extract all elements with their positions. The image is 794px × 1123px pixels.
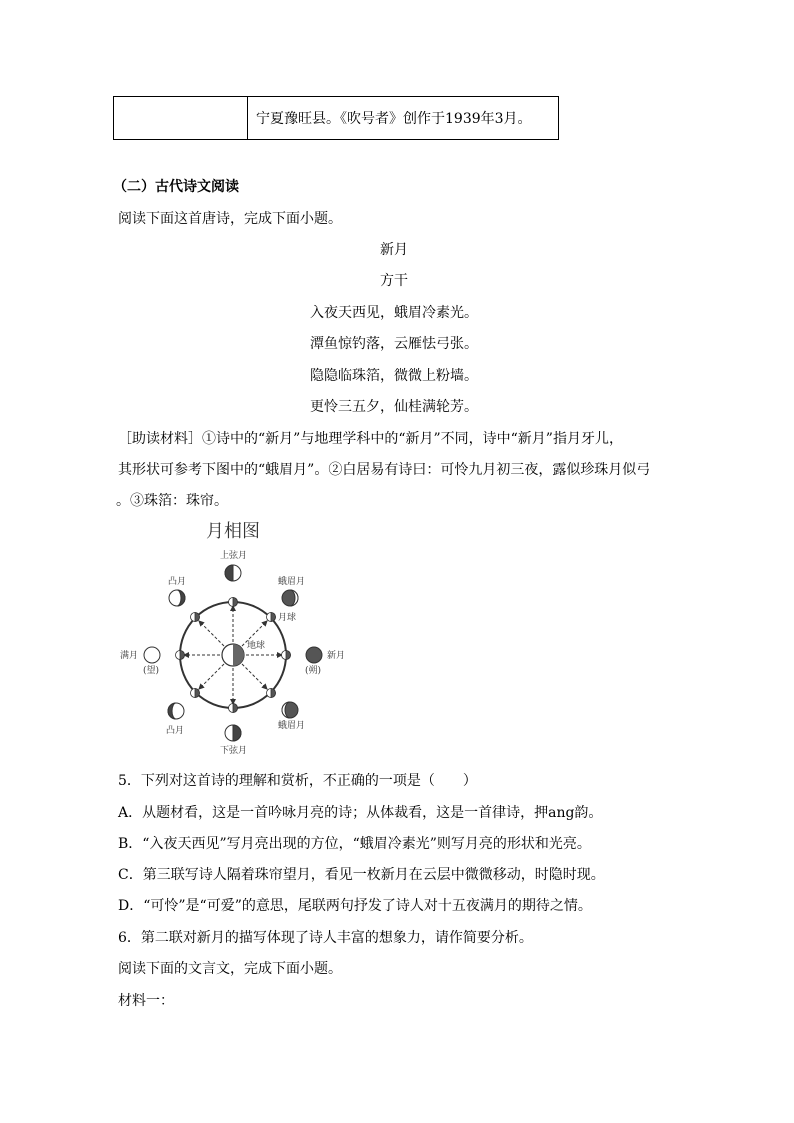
orbit-moon <box>191 613 200 622</box>
full-moon-icon <box>144 647 160 663</box>
phase-label: 凸月 <box>168 577 187 587</box>
poem-line: 更怜三五夕，仙桂满轮芳。 <box>310 399 478 415</box>
poem-author: 方干 <box>380 273 408 289</box>
phase-label: 蛾眉月 <box>278 721 306 731</box>
orbit-moon <box>267 689 276 698</box>
option-b: B．“入夜天西见”写月亮出现的方位，“蛾眉冷素光”则写月亮的形状和光亮。 <box>118 836 591 852</box>
help-material: 其形状可参考下图中的“蛾眉月”。②白居易有诗曰：可怜九月初三夜，露似珍珠月似弓 <box>118 462 651 478</box>
earth-label: 地球 <box>247 641 266 651</box>
option-c: C．第三联写诗人隔着珠帘望月，看见一枚新月在云层中微微移动，时隐时现。 <box>118 867 605 883</box>
figure-title: 月相图 <box>206 521 260 542</box>
phase-label: 上弦月 <box>220 551 248 561</box>
gibbous-moon-icon <box>168 703 184 719</box>
option-d: D．“可怜”是“可爱”的意思，尾联两句抒发了诗人对十五夜满月的期待之情。 <box>118 898 592 914</box>
phase-label: 下弦月 <box>220 746 248 756</box>
section-heading: （二）古代诗文阅读 <box>113 179 239 195</box>
first-quarter-moon-icon <box>225 565 241 581</box>
info-table <box>113 96 559 140</box>
poem-line: 入夜天西见，蛾眉冷素光。 <box>310 305 478 321</box>
poem-line: 隐隐临珠箔，微微上粉墙。 <box>310 368 478 384</box>
crescent-moon-icon <box>282 590 298 606</box>
table-cell: 宁夏豫旺县。《吹号者》创作于1939年3月。 <box>248 97 559 140</box>
last-quarter-moon-icon <box>225 725 241 741</box>
option-a: A．从题材看，这是一首吟咏月亮的诗；从体裁看，这是一首律诗，押ang韵。 <box>118 805 603 821</box>
new-moon-icon <box>306 647 322 663</box>
orbit-moon <box>282 651 291 660</box>
section-intro: 阅读下面这首唐诗，完成下面小题。 <box>118 211 342 227</box>
phase-label: 凸月 <box>166 726 185 736</box>
orbit-moon <box>176 651 185 660</box>
earth-icon <box>222 644 244 666</box>
phase-label: 月球 <box>278 613 297 623</box>
orbit-moon <box>191 689 200 698</box>
orbit-moon <box>267 613 276 622</box>
question-6-stem: 6．第二联对新月的描写体现了诗人丰富的想象力，请作简要分析。 <box>118 930 533 946</box>
table-cell <box>114 97 248 140</box>
moon-phase-diagram <box>118 515 358 760</box>
gibbous-moon-icon <box>169 590 185 606</box>
phase-label: 蛾眉月 <box>278 577 306 587</box>
phase-label: (朔) <box>305 666 322 676</box>
question-5-stem: 5．下列对这首诗的理解和赏析，不正确的一项是（ ） <box>118 773 477 789</box>
help-material: ［助读材料］①诗中的“新月”与地理学科中的“新月”不同，诗中“新月”指月牙儿， <box>118 431 623 447</box>
crescent-moon-icon <box>282 702 298 718</box>
phase-label: 新月 <box>327 651 346 661</box>
phase-label: 满月 <box>120 651 139 661</box>
phase-label: (望) <box>143 666 160 676</box>
poem-line: 潭鱼惊钓落，云雁怯弓张。 <box>310 336 478 352</box>
help-material: 。③珠箔：珠帘。 <box>116 493 228 509</box>
orbit-moon <box>229 598 238 607</box>
classical-intro: 阅读下面的文言文，完成下面小题。 <box>118 961 342 977</box>
orbit-moon <box>229 704 238 713</box>
material-1-label: 材料一： <box>118 993 174 1009</box>
poem-title: 新月 <box>380 242 408 258</box>
